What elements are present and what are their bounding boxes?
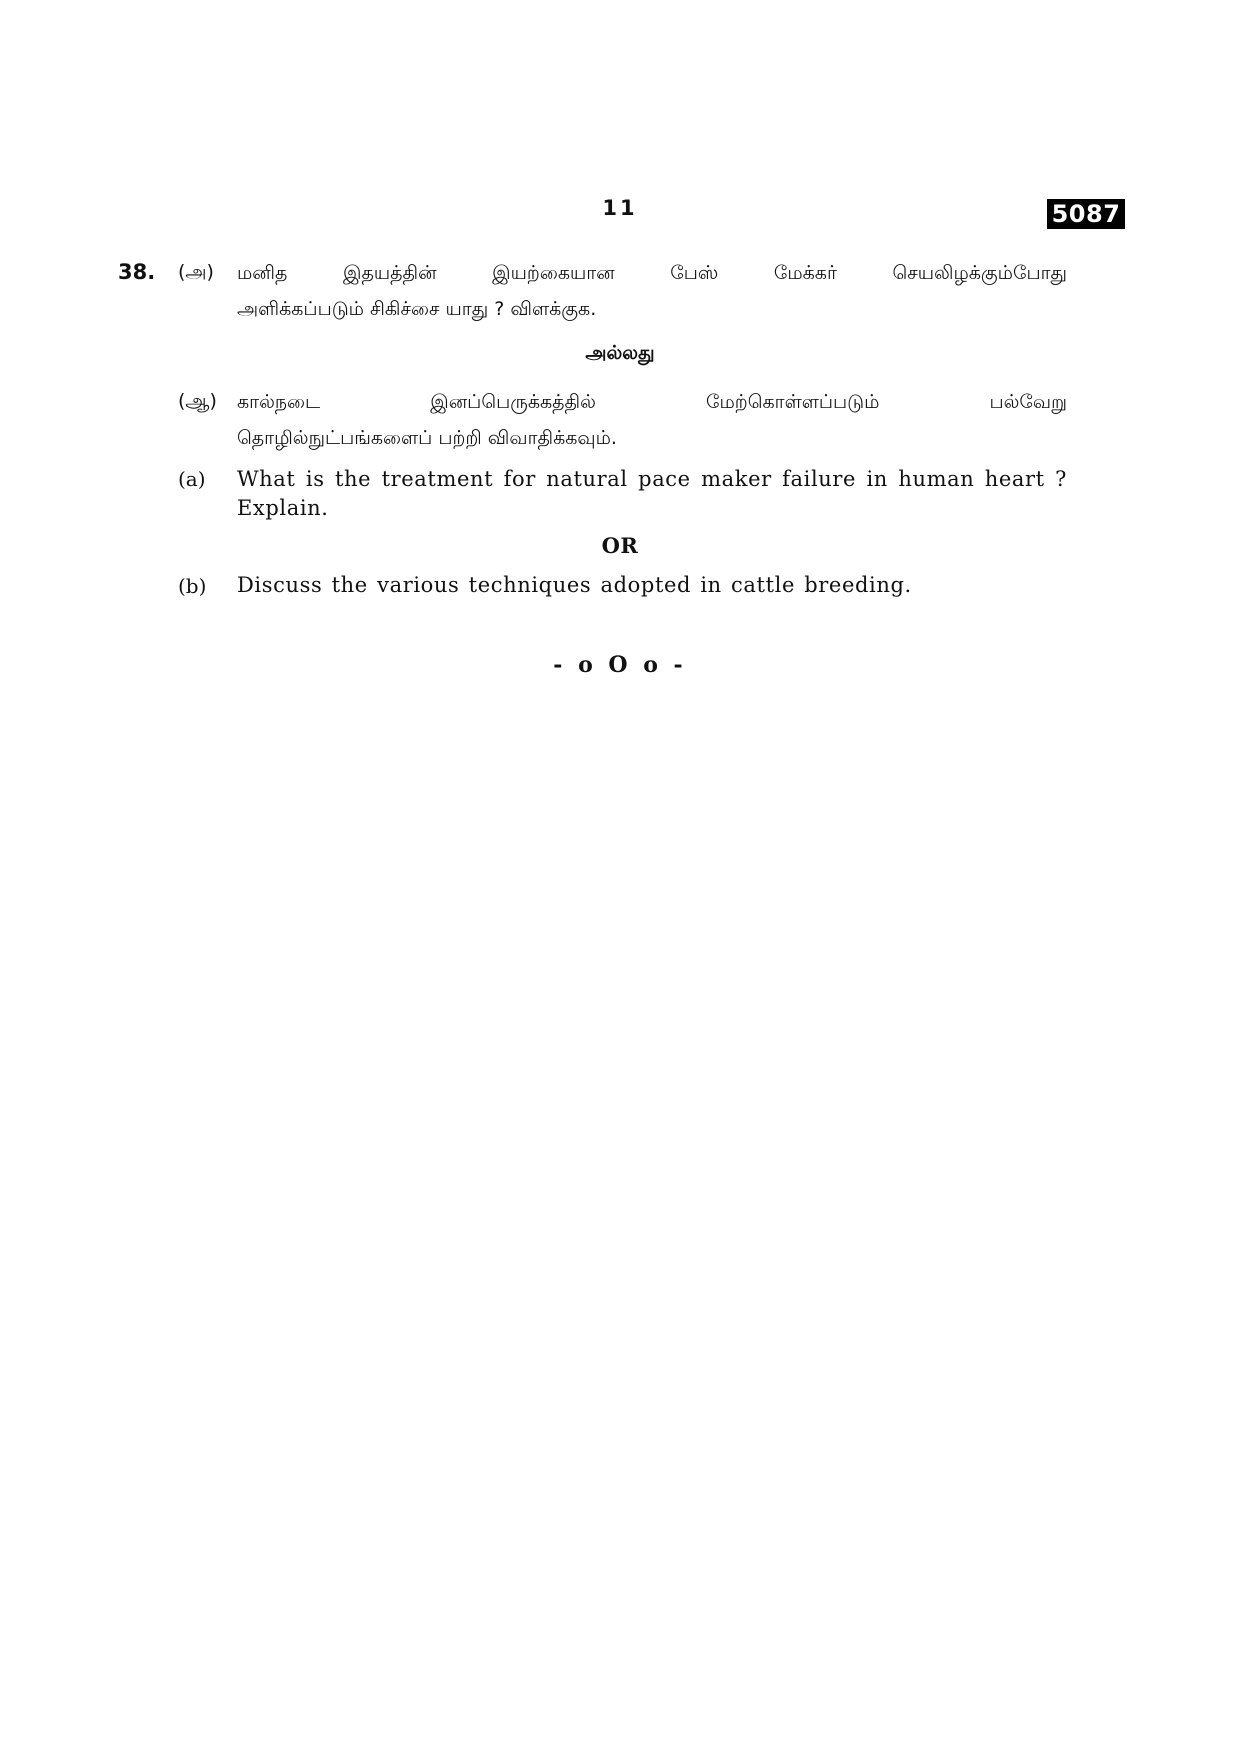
paper-code-badge: 5087 (1047, 199, 1125, 229)
tamil-option-b-line2: தொழில்நுட்பங்களைப் பற்றி விவாதிக்கவும். (237, 427, 617, 449)
tamil-option-b-line1: கால்நடை இனப்பெருக்கத்தில் மேற்கொள்ளப்படும் பல்வேறு (237, 391, 1067, 413)
page-number: 11 (602, 196, 638, 220)
english-option-a-line2: Explain. (237, 496, 329, 520)
tamil-option-a-line1: மனித இதயத்தின் இயற்கையான பேஸ் மேக்கர் செயலிழக்கும்போது (237, 262, 1067, 284)
tamil-option-a-line2: அளிக்கப்படும் சிகிச்சை யாது ? விளக்குக. (237, 298, 597, 320)
english-option-b-line1: Discuss the various techniques adopted in cattle breeding. (237, 573, 912, 597)
tamil-or-separator: அல்லது (585, 342, 655, 364)
tamil-option-a-label: (அ) (178, 261, 214, 283)
question-number: 38. (118, 260, 156, 284)
english-option-a-label: (a) (178, 467, 206, 491)
end-mark: - o O o - (553, 652, 687, 678)
english-option-a-line1: What is the treatment for natural pace maker failure in human heart ? (237, 467, 1067, 491)
english-option-b-label: (b) (178, 574, 207, 598)
english-or-separator: OR (601, 533, 639, 558)
tamil-option-b-label: (ஆ) (178, 390, 217, 412)
